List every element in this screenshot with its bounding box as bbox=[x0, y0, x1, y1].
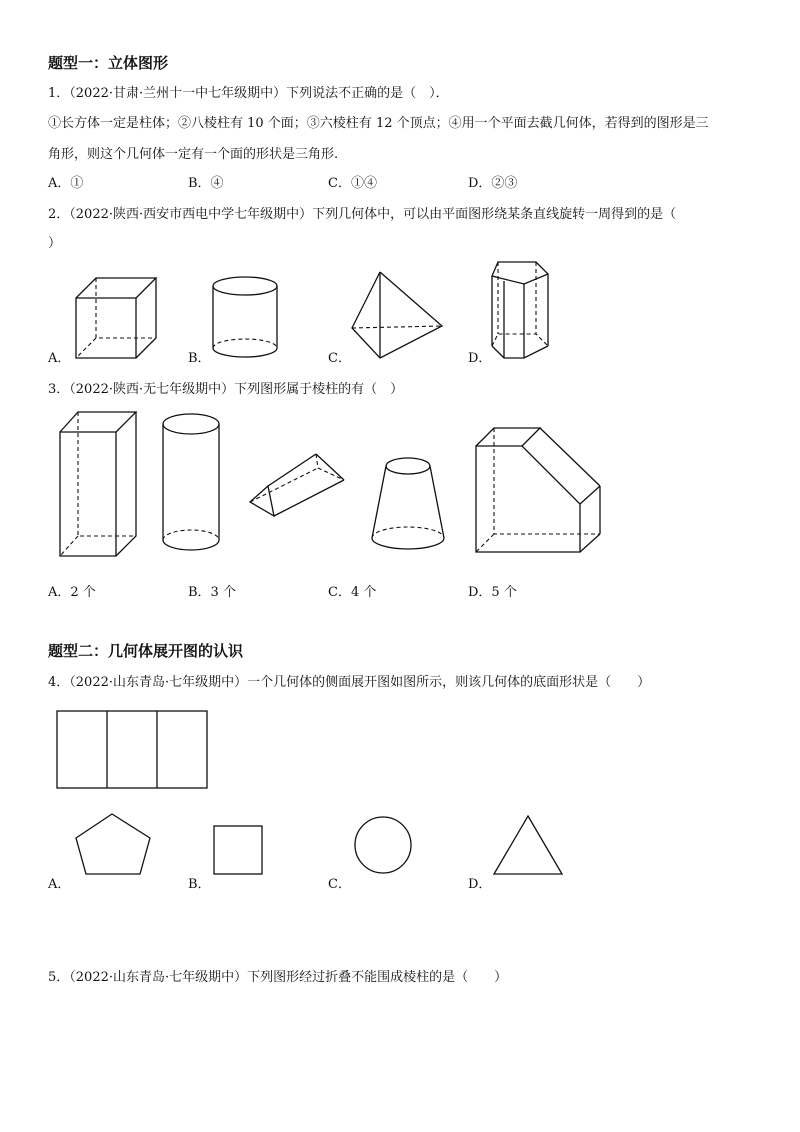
circle-shape bbox=[352, 814, 414, 876]
question-1-option-b: B．④ bbox=[188, 176, 224, 191]
tall-box-figure bbox=[56, 410, 140, 560]
question-5-stem: 5．（2022·山东青岛·七年级期中）下列图形经过折叠不能围成棱柱的是（ ） bbox=[48, 970, 508, 985]
question-2-option-c: C． bbox=[328, 351, 351, 366]
tetrahedron-figure bbox=[350, 270, 446, 362]
l-shaped-prism-figure bbox=[474, 424, 606, 556]
question-1-option-d: D．②③ bbox=[468, 176, 518, 191]
question-1-option-a: A．① bbox=[48, 176, 84, 191]
question-2-option-b: B． bbox=[188, 351, 211, 366]
question-4-option-d: D． bbox=[468, 877, 492, 892]
pentagonal-prism-figure bbox=[488, 260, 556, 362]
question-4-option-c: C． bbox=[328, 877, 351, 892]
question-1-option-c: C．①④ bbox=[328, 176, 377, 191]
tall-cylinder-figure bbox=[160, 412, 226, 556]
question-4-option-b: B． bbox=[188, 877, 211, 892]
question-2-stem: 2．（2022·陕西·西安市西电中学七年级期中）下列几何体中，可以由平面图形绕某条直线旋转一周得到的是（ bbox=[48, 207, 677, 222]
question-3-stem: 3．（2022·陕西·无七年级期中）下列图形属于棱柱的有（ ） bbox=[48, 382, 404, 397]
question-1-statements: ①长方体一定是柱体；②八棱柱有 10 个面；③六棱柱有 12 个顶点；④用一个平面去截几何体，若得到的图形是三 bbox=[48, 116, 709, 131]
frustum-figure bbox=[368, 454, 448, 554]
pentagon-shape bbox=[72, 812, 156, 878]
cube-figure bbox=[72, 276, 162, 362]
question-3-option-c: C．4 个 bbox=[328, 585, 377, 600]
question-1-stem: 1．（2022·甘肃·兰州十一中七年级期中）下列说法不正确的是（ ）． bbox=[48, 86, 449, 101]
cylinder-figure bbox=[210, 274, 282, 362]
question-2-option-d: D． bbox=[468, 351, 492, 366]
question-4-option-a: A． bbox=[48, 877, 71, 892]
question-3-option-b: B．3 个 bbox=[188, 585, 236, 600]
lateral-net-figure bbox=[56, 710, 210, 790]
question-4-stem: 4．（2022·山东青岛·七年级期中）一个几何体的侧面展开图如图所示，则该几何体的底面形状是（ ） bbox=[48, 675, 651, 690]
question-2-option-a: A． bbox=[48, 351, 71, 366]
question-2-stem-cont: ） bbox=[48, 236, 62, 251]
square-shape bbox=[212, 824, 266, 878]
question-1-statements-cont: 角形，则这个几何体一定有一个面的形状是三角形. bbox=[48, 147, 339, 162]
section-heading-2: 题型二：几何体展开图的认识 bbox=[48, 642, 244, 660]
question-3-option-d: D．5 个 bbox=[468, 585, 517, 600]
triangle-shape bbox=[492, 814, 564, 878]
question-3-option-a: A．2 个 bbox=[48, 585, 96, 600]
triangular-prism-figure bbox=[246, 450, 348, 522]
section-heading-1: 题型一：立体图形 bbox=[48, 54, 169, 72]
